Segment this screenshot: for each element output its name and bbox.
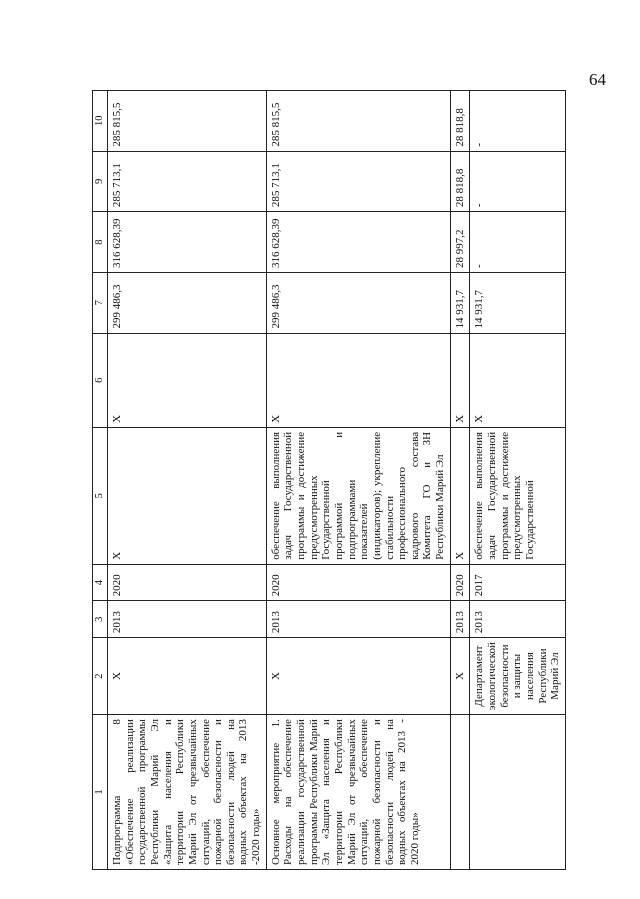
cell-value-9: 285 713,1 <box>266 151 450 212</box>
cell-executor: X <box>450 638 470 715</box>
cell-end-year: 2017 <box>470 564 565 601</box>
cell-result: обеспечение выполнения задач Государственной программы и достижение предусмотренных Государственной <box>470 427 565 564</box>
cell-value-9: 28 818,8 <box>450 151 470 212</box>
cell-value-9: - <box>470 151 565 212</box>
cell-indicator: X <box>266 333 450 427</box>
cell-name: Основное мероприятие 1. Расходы на обеспечение реализации государственной программы Республики Марий Эл «Защита населения и территории Республики Марий Эл от чрезвычайных ситуаций, обеспечение пожарной безопасности и безопасности людей на водных объектах на 2013 - 2020 годы» <box>266 715 450 870</box>
table-row <box>470 91 565 870</box>
header-col-8: 8 <box>93 212 108 273</box>
cell-value-8: 316 628,39 <box>266 212 450 273</box>
cell-executor: Департамент экологической безопасности и защиты населения Республики Марий Эл <box>470 638 565 715</box>
cell-value-8: 316 628,39 <box>108 212 267 273</box>
header-col-7: 7 <box>93 272 108 333</box>
program-table <box>92 90 566 870</box>
table-row <box>450 91 470 870</box>
header-col-5: 5 <box>93 427 108 564</box>
table-header-row <box>93 91 108 870</box>
cell-executor: X <box>108 638 267 715</box>
cell-name <box>470 715 565 870</box>
header-col-9: 9 <box>93 151 108 212</box>
cell-name: Подпрограмма 8 «Обеспечение реализации государственной программы Республики Марий Эл «Защита населения и территории Республики Марий Эл от чрезвычайных ситуаций, обеспечение пожарной безопасности и безопасности людей на водных объектах на 2013 -2020 годы» <box>108 715 267 870</box>
header-col-1: 1 <box>93 715 108 870</box>
cell-value-10: 285 815,5 <box>266 91 450 152</box>
table-row <box>108 91 267 870</box>
cell-value-7: 14 931,7 <box>450 272 470 333</box>
cell-name <box>450 715 470 870</box>
cell-start-year: 2013 <box>450 601 470 638</box>
cell-start-year: 2013 <box>266 601 450 638</box>
cell-value-10: - <box>470 91 565 152</box>
page-number: 64 <box>589 70 606 89</box>
cell-result: X <box>108 427 267 564</box>
header-col-10: 10 <box>93 91 108 152</box>
header-col-4: 4 <box>93 564 108 601</box>
cell-value-7: 299 486,3 <box>108 272 267 333</box>
cell-indicator: X <box>470 333 565 427</box>
rotated-table-container <box>92 90 562 870</box>
cell-value-9: 285 713,1 <box>108 151 267 212</box>
cell-value-10: 28 818,8 <box>450 91 470 152</box>
cell-value-7: 299 486,3 <box>266 272 450 333</box>
cell-start-year: 2013 <box>108 601 267 638</box>
header-col-3: 3 <box>93 601 108 638</box>
cell-indicator: X <box>450 333 470 427</box>
cell-indicator: X <box>108 333 267 427</box>
cell-end-year: 2020 <box>450 564 470 601</box>
table-row <box>266 91 450 870</box>
header-col-6: 6 <box>93 333 108 427</box>
cell-value-8: - <box>470 212 565 273</box>
cell-executor: X <box>266 638 450 715</box>
cell-value-8: 28 997,2 <box>450 212 470 273</box>
cell-end-year: 2020 <box>108 564 267 601</box>
cell-start-year: 2013 <box>470 601 565 638</box>
cell-value-10: 285 815,5 <box>108 91 267 152</box>
cell-value-7: 14 931,7 <box>470 272 565 333</box>
header-col-2: 2 <box>93 638 108 715</box>
cell-result: обеспечение выполнения задач Государственной программы и достижение предусмотренных Государственной программой и подпрограммами показателей (индикаторов); укрепление стабильности профессионального кадрового состава Комитета ГО и ЗН Республики Марий Эл <box>266 427 450 564</box>
cell-end-year: 2020 <box>266 564 450 601</box>
cell-result: X <box>450 427 470 564</box>
